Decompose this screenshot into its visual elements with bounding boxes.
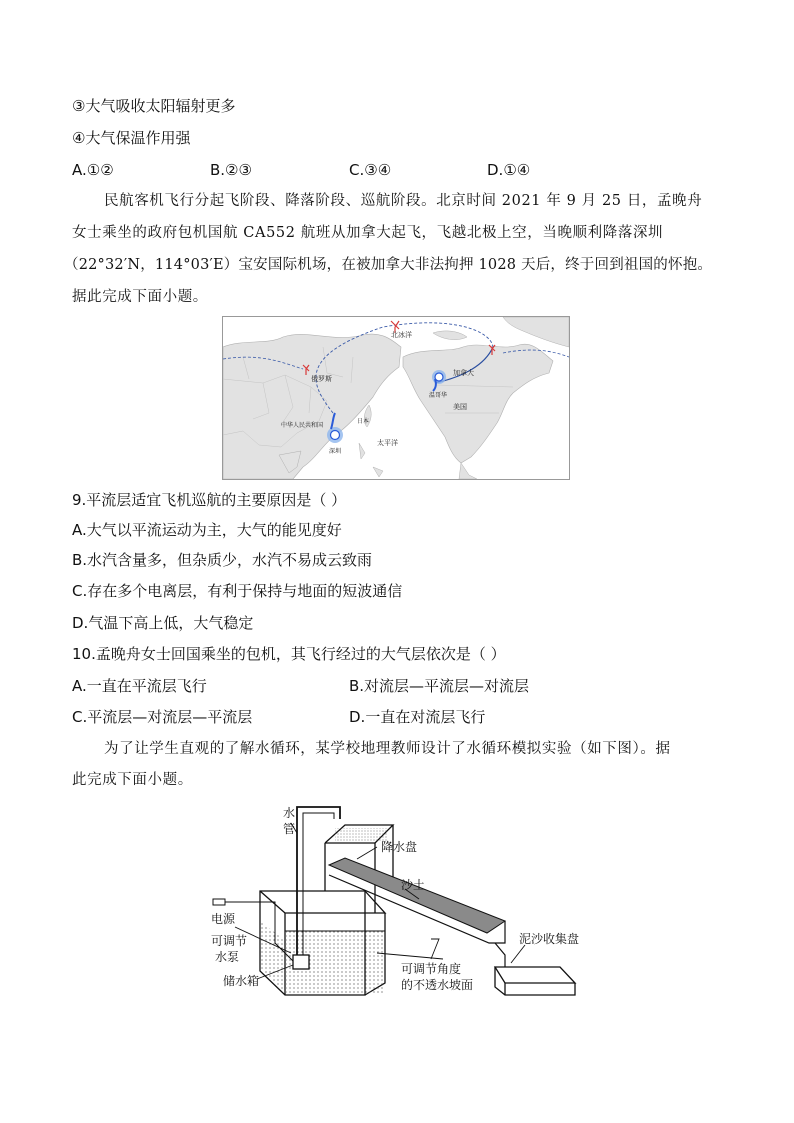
label-arctic-ocean: 北冰洋 xyxy=(391,331,412,339)
water-cycle-diagram-svg xyxy=(205,803,590,1003)
q9-choice-c: C.存在多个电离层，有利于保持与地面的短波通信 xyxy=(72,582,403,600)
label-shenzhen: 深圳 xyxy=(329,448,342,455)
q10-choice-a: A.一直在平流层飞行 xyxy=(72,677,207,695)
passage-flight-line: 女士乘坐的政府包机国航 CA552 航班从加拿大起飞，飞越北极上空，当晚顺利降落深圳 xyxy=(72,225,664,241)
q9-stem: 9.平流层适宜飞机巡航的主要原因是（ ） xyxy=(72,491,347,509)
label-adjustable-pump: 可调节 xyxy=(211,934,248,948)
label-water-tank: 储水箱 xyxy=(223,974,260,988)
water-cycle-experiment-diagram xyxy=(205,803,590,1003)
label-pacific-ocean: 太平洋 xyxy=(377,439,398,447)
label-power-source: 电源 xyxy=(211,912,236,926)
q8-choice-d: D.①④ xyxy=(487,161,531,179)
label-japan: 日本 xyxy=(357,418,370,425)
passage-flight-line: 民航客机飞行分起飞阶段、降落阶段、巡航阶段。北京时间 2021 年 9 月 25 日，孟晚舟 xyxy=(104,193,703,209)
label-russia: 俄罗斯 xyxy=(311,375,332,383)
q10-choice-c: C.平流层—对流层—平流层 xyxy=(72,708,253,726)
water-pump-icon xyxy=(293,955,309,969)
q8-option-4: ④大气保温作用强 xyxy=(72,129,191,147)
q10-choice-b: B.对流层—平流层—对流层 xyxy=(349,677,530,695)
label-china: 中华人民共和国 xyxy=(281,422,324,429)
passage-water-cycle-line: 为了让学生直观的了解水循环，某学校地理教师设计了水循环模拟实验（如下图）。据 xyxy=(104,741,671,757)
passage-water-cycle-line: 此完成下面小题。 xyxy=(72,772,193,788)
label-water-pipe: 管 xyxy=(283,822,296,836)
label-vancouver: 温哥华 xyxy=(429,392,448,399)
q8-option-3: ③大气吸收太阳辐射更多 xyxy=(72,97,236,115)
flight-route-map-svg xyxy=(223,317,569,479)
label-water-pipe: 水 xyxy=(283,806,296,820)
q8-choice-c: C.③④ xyxy=(349,161,392,179)
flight-route-map xyxy=(222,316,570,480)
q9-choice-a: A.大气以平流运动为主，大气的能见度好 xyxy=(72,521,342,539)
label-sediment-tray: 泥沙收集盘 xyxy=(519,932,580,946)
label-sand-soil: 沙土 xyxy=(401,878,426,892)
power-plug-icon xyxy=(213,899,225,905)
q9-choice-d: D.气温下高上低，大气稳定 xyxy=(72,614,254,632)
q10-choice-d: D.一直在对流层飞行 xyxy=(349,708,486,726)
passage-flight-line: （22°32′N，114°03′E）宝安国际机场，在被加拿大非法拘押 1028 天后，终于回到祖国的怀抱。 xyxy=(64,257,713,273)
passage-flight-line: 据此完成下面小题。 xyxy=(72,289,208,305)
q9-choice-b: B.水汽含量多，但杂质少，水汽不易成云致雨 xyxy=(72,551,373,569)
label-usa: 美国 xyxy=(453,403,467,411)
label-adjustable-slope: 可调节角度 xyxy=(401,962,462,976)
q8-choice-a: A.①② xyxy=(72,161,114,179)
label-adjustable-pump: 水泵 xyxy=(215,950,240,964)
q8-choice-b: B.②③ xyxy=(210,161,252,179)
label-canada: 加拿大 xyxy=(453,369,474,377)
label-rain-tray: 降水盘 xyxy=(381,840,418,854)
q10-stem: 10.孟晚舟女士回国乘坐的包机，其飞行经过的大气层依次是（ ） xyxy=(72,645,506,663)
label-adjustable-slope: 的不透水坡面 xyxy=(401,978,474,992)
